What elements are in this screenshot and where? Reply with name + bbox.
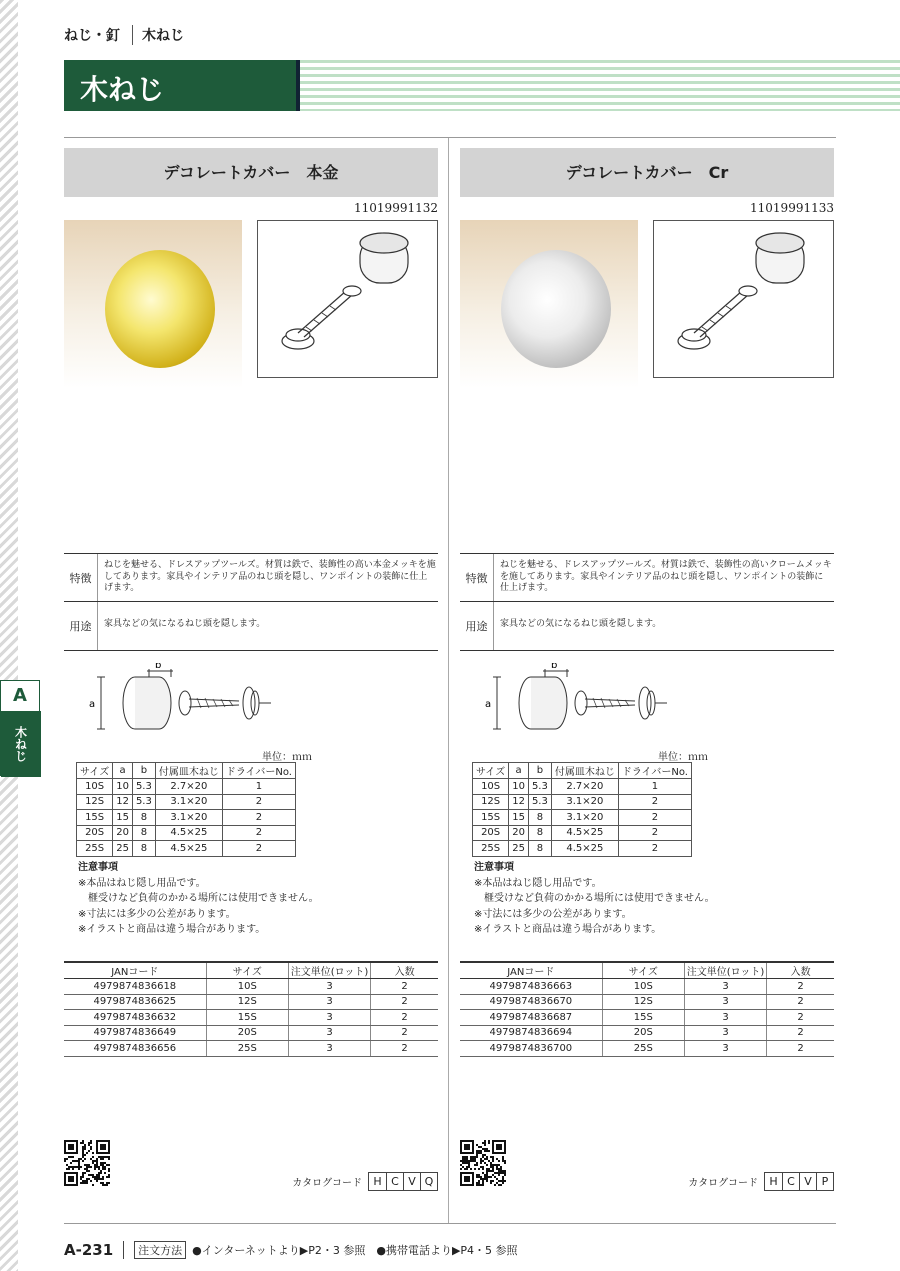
jan-cell: 15S <box>602 1010 684 1026</box>
catalog-code-char: C <box>782 1173 799 1190</box>
spec-header-cell: 付属皿木ねじ <box>155 763 222 779</box>
breadcrumb-category[interactable]: ねじ・釘 <box>64 28 120 44</box>
spec-cell: 2 <box>618 825 691 841</box>
assembly-illustration <box>257 220 438 378</box>
spec-row <box>77 841 296 857</box>
spec-row <box>473 779 692 795</box>
spec-cell: 12S <box>473 794 509 810</box>
section-side-tab[interactable] <box>0 680 40 776</box>
spec-row <box>473 841 692 857</box>
spec-header-cell: ドライバーNo. <box>618 763 691 779</box>
jan-cell: 3 <box>684 994 766 1010</box>
catalog-code-char: C <box>386 1173 403 1190</box>
product-info <box>460 553 834 650</box>
jan-cell: 20S <box>602 1025 684 1041</box>
feature-text: ねじを魅せる、ドレスアップツールズ。材質は鉄で、装飾性の高いクロームメッキを施してあります。家具やインテリア品のねじ頭を隠し、ワンポイントの装飾に仕上げます。 <box>500 560 832 594</box>
dimension-drawing <box>89 663 319 743</box>
jan-row <box>64 994 438 1010</box>
jan-cell: 4979874836694 <box>460 1025 602 1041</box>
jan-header-cell: JANコード <box>64 962 206 979</box>
spec-cell: 8 <box>528 841 551 857</box>
dimension-a-label: a <box>89 699 96 710</box>
spec-cell: 3.1×20 <box>155 794 222 810</box>
catalog-code <box>292 1172 438 1191</box>
jan-cell: 2 <box>767 979 834 995</box>
usage-label: 用途 <box>460 602 494 650</box>
qr-code-icon[interactable] <box>64 1140 110 1186</box>
note-item: 榧受けなど負荷のかかる場所には使用できません。 <box>88 893 319 904</box>
column-divider <box>448 138 449 1223</box>
spec-cell: 4.5×25 <box>155 841 222 857</box>
usage-label: 用途 <box>64 602 98 650</box>
caution-notes <box>474 860 715 938</box>
notes-title: 注意事項 <box>474 862 514 873</box>
jan-cell: 12S <box>206 994 288 1010</box>
spec-cell: 12S <box>77 794 113 810</box>
jan-header-cell: 入数 <box>371 962 438 979</box>
jan-cell: 2 <box>371 1041 438 1057</box>
spec-cell: 25 <box>509 841 529 857</box>
spec-cell: 2 <box>222 810 295 826</box>
jan-cell: 2 <box>371 1025 438 1041</box>
jan-cell: 20S <box>206 1025 288 1041</box>
jan-cell: 10S <box>206 979 288 995</box>
spec-cell: 10S <box>473 779 509 795</box>
catalog-code-char: Q <box>420 1173 437 1190</box>
note-item: ※本品はねじ隠し用品です。 <box>474 877 602 889</box>
spec-cell: 4.5×25 <box>551 841 618 857</box>
catalog-code-char: V <box>799 1173 816 1190</box>
spec-cell: 25 <box>113 841 133 857</box>
spec-cell: 10S <box>77 779 113 795</box>
spec-cell: 20S <box>77 825 113 841</box>
feature-text: ねじを魅せる、ドレスアップツールズ。材質は鉄で、装飾性の高い本金メッキを施してあります。家具やインテリア品のねじ頭を隠し、ワンポイントの装飾に仕上げます。 <box>104 560 436 594</box>
note-item: ※寸法には多少の公差があります。 <box>474 908 632 920</box>
page-number: A-231 <box>64 1241 124 1259</box>
product-name: デコレートカバー 本金 <box>64 148 438 197</box>
breadcrumb <box>64 25 184 45</box>
product-name: デコレートカバー Cr <box>460 148 834 197</box>
jan-row <box>460 979 834 995</box>
catalog-code-char: H <box>769 1175 778 1188</box>
jan-row <box>460 1010 834 1026</box>
spec-cell: 15S <box>77 810 113 826</box>
jan-cell: 3 <box>288 994 370 1010</box>
spec-cell: 5.3 <box>528 794 551 810</box>
spec-header-cell: サイズ <box>77 763 113 779</box>
jan-table <box>64 961 438 1057</box>
spec-cell: 25S <box>77 841 113 857</box>
jan-cell: 3 <box>288 1025 370 1041</box>
caution-notes <box>78 860 319 938</box>
jan-cell: 15S <box>206 1010 288 1026</box>
spec-cell: 8 <box>132 825 155 841</box>
spec-row <box>473 825 692 841</box>
spec-cell: 4.5×25 <box>155 825 222 841</box>
spec-cell: 2 <box>618 841 691 857</box>
usage-text: 家具などの気になるねじ頭を隠します。 <box>500 619 662 629</box>
unit-label: 単位：ｍｍ <box>658 752 708 763</box>
top-rule <box>64 137 836 138</box>
spec-table <box>472 762 692 857</box>
spec-header-cell: 付属皿木ねじ <box>551 763 618 779</box>
page-title: 木ねじ <box>64 60 296 111</box>
jan-cell: 4979874836649 <box>64 1025 206 1041</box>
product-code: 11019991132 <box>354 201 438 215</box>
catalog-code-label: カタログコード <box>292 1178 362 1189</box>
jan-cell: 4979874836700 <box>460 1041 602 1057</box>
jan-table <box>460 961 834 1057</box>
spec-cell: 2.7×20 <box>551 779 618 795</box>
note-item: ※寸法には多少の公差があります。 <box>78 908 236 920</box>
spec-cell: 2 <box>222 794 295 810</box>
jan-cell: 2 <box>767 1010 834 1026</box>
spec-cell: 8 <box>528 810 551 826</box>
side-tab-letter: A <box>13 685 27 706</box>
spec-cell: 10 <box>113 779 133 795</box>
jan-header-cell: 入数 <box>767 962 834 979</box>
bottom-rule <box>64 1223 836 1224</box>
product-photo <box>460 220 638 388</box>
spec-cell: 5.3 <box>528 779 551 795</box>
unit-label: 単位：ｍｍ <box>262 752 312 763</box>
spec-cell: 10 <box>509 779 529 795</box>
jan-header-cell: 注文単位(ロット) <box>288 962 370 979</box>
jan-cell: 25S <box>206 1041 288 1057</box>
spec-row <box>77 825 296 841</box>
jan-cell: 2 <box>767 994 834 1010</box>
spec-cell: 5.3 <box>132 779 155 795</box>
jan-row <box>64 1041 438 1057</box>
dimension-b-label: b <box>551 663 558 671</box>
spec-row <box>77 794 296 810</box>
spec-cell: 5.3 <box>132 794 155 810</box>
jan-cell: 4979874836618 <box>64 979 206 995</box>
note-item: ※本品はねじ隠し用品です。 <box>78 877 206 889</box>
jan-cell: 3 <box>288 1010 370 1026</box>
catalog-code-label: カタログコード <box>688 1178 758 1189</box>
jan-cell: 3 <box>684 979 766 995</box>
spec-cell: 2 <box>222 841 295 857</box>
spec-cell: 3.1×20 <box>551 810 618 826</box>
jan-cell: 4979874836687 <box>460 1010 602 1026</box>
catalog-code-char: H <box>373 1175 382 1188</box>
jan-cell: 2 <box>371 994 438 1010</box>
spec-cell: 20 <box>509 825 529 841</box>
spec-cell: 2.7×20 <box>155 779 222 795</box>
jan-header-cell: サイズ <box>206 962 288 979</box>
spec-cell: 8 <box>132 810 155 826</box>
note-item: ※イラストと商品は違う場合があります。 <box>78 924 266 935</box>
spec-cell: 8 <box>132 841 155 857</box>
gold-cover-image <box>105 250 215 368</box>
page-footer <box>64 1241 518 1259</box>
jan-row <box>64 1025 438 1041</box>
spec-cell: 1 <box>222 779 295 795</box>
jan-cell: 4979874836663 <box>460 979 602 995</box>
catalog-code-char: V <box>403 1173 420 1190</box>
jan-cell: 2 <box>371 1010 438 1026</box>
spec-cell: 2 <box>222 825 295 841</box>
spec-cell: 20S <box>473 825 509 841</box>
dimension-drawing <box>485 663 715 743</box>
product-code: 11019991133 <box>750 201 834 215</box>
qr-code-icon[interactable] <box>460 1140 506 1186</box>
spec-header-cell: b <box>528 763 551 779</box>
notes-title: 注意事項 <box>78 862 118 873</box>
jan-cell: 3 <box>684 1025 766 1041</box>
jan-header-cell: 注文単位(ロット) <box>684 962 766 979</box>
spec-table <box>76 762 296 857</box>
catalog-code <box>688 1172 834 1191</box>
dimension-a-label: a <box>485 699 492 710</box>
feature-label: 特徴 <box>64 554 98 601</box>
product-photo <box>64 220 242 388</box>
spec-cell: 3.1×20 <box>155 810 222 826</box>
jan-cell: 4979874836632 <box>64 1010 206 1026</box>
assembly-illustration <box>653 220 834 378</box>
spec-cell: 1 <box>618 779 691 795</box>
jan-cell: 4979874836656 <box>64 1041 206 1057</box>
spec-cell: 15S <box>473 810 509 826</box>
spec-header-cell: a <box>509 763 529 779</box>
jan-cell: 2 <box>767 1025 834 1041</box>
spec-row <box>77 779 296 795</box>
jan-cell: 3 <box>288 979 370 995</box>
usage-text: 家具などの気になるねじ頭を隠します。 <box>104 619 266 629</box>
feature-label: 特徴 <box>460 554 494 601</box>
jan-header-cell: サイズ <box>602 962 684 979</box>
spec-cell: 25S <box>473 841 509 857</box>
jan-header-cell: JANコード <box>460 962 602 979</box>
jan-cell: 2 <box>371 979 438 995</box>
product-info <box>64 553 438 650</box>
order-method-text[interactable]: ●インターネットより▶P2・3 参照 ●携帯電話より▶P4・5 参照 <box>192 1244 518 1257</box>
dimension-b-label: b <box>155 663 162 671</box>
product-panel-chrome <box>460 148 834 1218</box>
spec-cell: 2 <box>618 794 691 810</box>
side-tab-label: 木ねじ <box>13 726 28 762</box>
jan-cell: 4979874836670 <box>460 994 602 1010</box>
order-method-label: 注文方法 <box>134 1241 186 1259</box>
jan-row <box>64 979 438 995</box>
jan-cell: 25S <box>602 1041 684 1057</box>
spec-cell: 4.5×25 <box>551 825 618 841</box>
jan-cell: 10S <box>602 979 684 995</box>
spec-row <box>77 810 296 826</box>
note-item: 榧受けなど負荷のかかる場所には使用できません。 <box>484 893 715 904</box>
spec-cell: 15 <box>113 810 133 826</box>
jan-cell: 3 <box>684 1010 766 1026</box>
spec-row <box>473 810 692 826</box>
spec-cell: 12 <box>509 794 529 810</box>
spec-header-cell: a <box>113 763 133 779</box>
jan-row <box>460 1025 834 1041</box>
title-stripe-decoration <box>300 60 900 111</box>
spec-cell: 3.1×20 <box>551 794 618 810</box>
spec-header-cell: サイズ <box>473 763 509 779</box>
jan-row <box>64 1010 438 1026</box>
spec-cell: 8 <box>528 825 551 841</box>
jan-cell: 3 <box>288 1041 370 1057</box>
note-item: ※イラストと商品は違う場合があります。 <box>474 924 662 935</box>
jan-cell: 2 <box>767 1041 834 1057</box>
jan-row <box>460 1041 834 1057</box>
jan-row <box>460 994 834 1010</box>
spec-cell: 12 <box>113 794 133 810</box>
spec-header-cell: b <box>132 763 155 779</box>
jan-cell: 4979874836625 <box>64 994 206 1010</box>
spec-cell: 20 <box>113 825 133 841</box>
catalog-code-char: P <box>816 1173 833 1190</box>
product-panel-gold <box>64 148 438 1218</box>
left-edge-pattern <box>0 0 18 1271</box>
breadcrumb-subcategory[interactable]: 木ねじ <box>132 25 184 45</box>
spec-cell: 15 <box>509 810 529 826</box>
chrome-cover-image <box>501 250 611 368</box>
spec-cell: 2 <box>618 810 691 826</box>
spec-header-cell: ドライバーNo. <box>222 763 295 779</box>
jan-cell: 3 <box>684 1041 766 1057</box>
jan-cell: 12S <box>602 994 684 1010</box>
spec-row <box>473 794 692 810</box>
